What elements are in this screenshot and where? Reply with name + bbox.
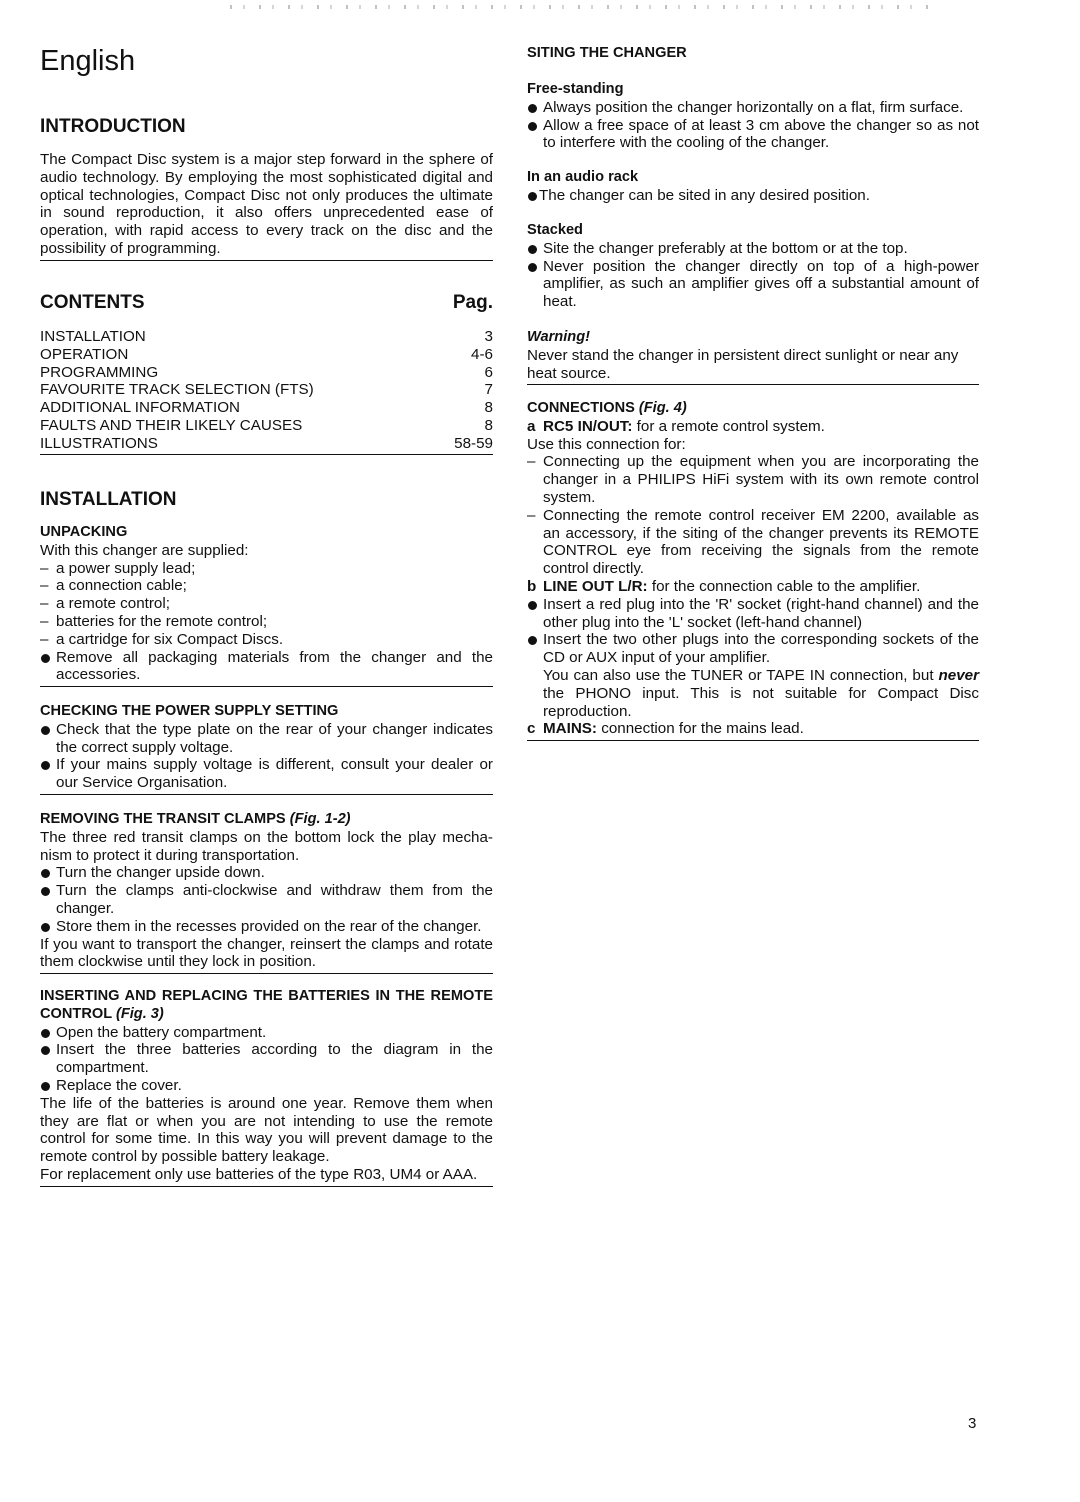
toc-page: 7 — [484, 381, 493, 399]
list-item: Insert a red plug into the 'R' socket (right-hand channel) and the other plug into the 'L' socket (left-hand channel) — [527, 596, 979, 632]
list-item: Remove all packaging materials from the changer and the accessories. — [40, 649, 493, 685]
toc-page: 8 — [484, 416, 493, 434]
figure-reference: (Fig. 1-2) — [289, 811, 351, 827]
toc-page: 58-59 — [454, 434, 493, 452]
contents-list — [40, 328, 493, 455]
batteries-body: The life of the batteries is around one year. Remove them when they are flat or when you are not intending to use the remote control for some time. In this way you will prevent damage to the remote control by possible battery leakage. — [40, 1094, 493, 1166]
item-letter: a — [527, 417, 536, 435]
free-standing-section — [527, 81, 979, 152]
list-item: If your mains supply voltage is different, consult your dealer or our Service Organisation. — [40, 756, 493, 792]
batteries-section — [40, 988, 493, 1187]
transit-clamps-outro: If you want to transport the changer, reinsert the clamps and rotate them clockwise until they lock in position. — [40, 935, 493, 971]
emphasis: never — [938, 666, 979, 684]
figure-reference: (Fig. 4) — [638, 400, 687, 416]
bullet-icon — [528, 192, 537, 201]
warning-body: Never stand the changer in persistent direct sunlight or near any heat source. — [527, 346, 959, 382]
bullet-icon — [41, 761, 50, 770]
bullet-icon — [41, 654, 50, 663]
toc-page: 8 — [484, 399, 493, 417]
batteries-heading: INSERTING AND REPLACING THE BATTERIES IN THE REMOTE CONTROL (Fig. 3) — [40, 988, 493, 1022]
bullet-icon — [41, 887, 50, 896]
power-supply-heading: CHECKING THE POWER SUPPLY SETTING — [40, 703, 339, 719]
stacked-section — [527, 222, 979, 311]
toc-page: 3 — [484, 328, 493, 345]
list-item: Site the changer preferably at the bottom or at the top. — [527, 240, 979, 258]
bullet-icon — [41, 1082, 50, 1091]
toc-entry[interactable] — [40, 346, 493, 364]
contents-page-label: Pag. — [452, 292, 493, 313]
bullet-icon — [528, 601, 537, 610]
batteries-note: For replacement only use batteries of the type R03, UM4 or AAA. — [40, 1165, 478, 1183]
toc-entry[interactable] — [40, 381, 493, 399]
toc-title: OPERATION — [40, 345, 129, 363]
toc-entry[interactable] — [40, 399, 493, 417]
bullet-icon — [528, 245, 537, 254]
connector-label: LINE OUT L/R: — [543, 577, 648, 595]
language-title: English — [40, 45, 136, 77]
dash-marker: – — [40, 559, 49, 577]
bullet-icon — [528, 104, 537, 113]
connector-label: MAINS: — [543, 720, 597, 738]
free-standing-heading: Free-standing — [527, 81, 624, 97]
toc-entry[interactable] — [40, 328, 493, 346]
list-item: Insert the two other plugs into the corresponding sockets of the CD or AUX input of your amplifier. — [527, 631, 979, 667]
bullet-icon — [528, 263, 537, 272]
dash-marker: – — [527, 453, 536, 471]
list-item: Never position the changer directly on top of a high-power amplifier, as such an amplifier gives off a substantial amount of heat. — [527, 258, 979, 311]
list-item: Always position the changer horizontally on a flat, firm surface. — [527, 99, 979, 117]
transit-clamps-intro: The three red transit clamps on the bottom lock the play mecha-nism to protect it during transportation. — [40, 828, 493, 864]
bullet-icon — [528, 122, 537, 131]
bullet-icon — [41, 923, 50, 932]
bullet-icon — [528, 636, 537, 645]
warning-section — [527, 329, 979, 385]
list-item: Check that the type plate on the rear of your changer indicates the correct supply voltage. — [40, 721, 493, 757]
list-item: Open the battery compartment. — [40, 1024, 493, 1042]
toc-title: ADDITIONAL INFORMATION — [40, 399, 240, 417]
list-item: – Connecting up the equipment when you are incorporating the changer in a PHILIPS HiFi system with its own remote control system. — [527, 453, 979, 506]
item-letter: c — [527, 720, 536, 738]
list-item: Insert the three batteries according to the diagram in the compartment. — [40, 1041, 493, 1077]
toc-page: 4-6 — [471, 345, 493, 363]
power-supply-section — [40, 703, 493, 795]
bullet-icon — [41, 869, 50, 878]
list-item: Replace the cover. — [40, 1077, 493, 1095]
siting-heading: SITING THE CHANGER — [527, 45, 687, 61]
toc-title: FAULTS AND THEIR LIKELY CAUSES — [40, 416, 303, 434]
introduction-body: The Compact Disc system is a major step forward in the sphere of audio technology. By employing the most sophisticated digital and optical technologies, Compact Disc not only produces the ultimate in sound reproduction, it also offers unprecedented ease of operation, with rapid access to every track on the disc and the possibility of programming. — [40, 151, 493, 261]
installation-heading: INSTALLATION — [40, 489, 177, 510]
toc-entry[interactable] — [40, 417, 493, 435]
page-number: 3 — [968, 1415, 977, 1432]
bullet-icon — [41, 1046, 50, 1055]
list-item: – a power supply lead; — [40, 559, 196, 577]
unpacking-heading: UNPACKING — [40, 524, 128, 540]
connection-a: a RC5 IN/OUT: for a remote control system. — [527, 417, 825, 435]
bullet-icon — [41, 726, 50, 735]
audio-rack-section — [527, 169, 979, 205]
dash-marker: – — [40, 595, 49, 613]
list-item: The changer can be sited in any desired position. — [527, 187, 979, 205]
dash-marker: – — [40, 577, 49, 595]
toc-title: FAVOURITE TRACK SELECTION (FTS) — [40, 381, 314, 399]
list-item: – Connecting the remote control receiver EM 2200, available as an accessory, if the siting of the changer prevents its REMOTE CONTROL eye from receiving the signals from the remote control directly. — [527, 506, 979, 578]
list-item: Store them in the recesses provided on the rear of the changer. — [40, 918, 493, 936]
toc-entry[interactable] — [40, 435, 493, 453]
list-item: Allow a free space of at least 3 cm above the changer so as not to interfere with the cooling of the changer. — [527, 117, 979, 153]
figure-reference: (Fig. 3) — [115, 1005, 164, 1022]
transit-clamps-heading: REMOVING THE TRANSIT CLAMPS (Fig. 1-2) — [40, 811, 351, 827]
contents-section — [40, 292, 493, 314]
stacked-heading: Stacked — [527, 222, 583, 238]
dash-marker: – — [527, 506, 536, 524]
toc-title: ILLUSTRATIONS — [40, 434, 158, 452]
connections-section — [527, 400, 979, 741]
connection-b: b LINE OUT L/R: for the connection cable to the amplifier. — [527, 577, 921, 595]
list-item: – a remote control; — [40, 595, 170, 613]
unpacking-section — [40, 524, 493, 687]
introduction-heading: INTRODUCTION — [40, 116, 186, 137]
connection-b-note: You can also use the TUNER or TAPE IN connection, but never the PHONO input. This is not suitable for Compact Disc reproduction. — [543, 666, 979, 720]
list-item: – a connection cable; — [40, 577, 187, 595]
list-item: Turn the clamps anti-clockwise and withdraw them from the changer. — [40, 882, 493, 918]
connector-label: RC5 IN/OUT: — [543, 417, 633, 435]
dash-marker: – — [40, 630, 49, 648]
connections-heading: CONNECTIONS (Fig. 4) — [527, 400, 687, 416]
item-letter: b — [527, 577, 537, 595]
scan-artifact — [230, 5, 930, 9]
unpacking-intro: With this changer are supplied: — [40, 541, 249, 559]
list-item: – batteries for the remote control; — [40, 612, 268, 630]
list-item: Turn the changer upside down. — [40, 864, 493, 882]
toc-entry[interactable] — [40, 364, 493, 382]
contents-heading: CONTENTS — [40, 292, 145, 313]
audio-rack-heading: In an audio rack — [527, 169, 639, 185]
bullet-icon — [41, 1029, 50, 1038]
list-item: – a cartridge for six Compact Discs. — [40, 630, 284, 648]
connection-c: c MAINS: connection for the mains lead. — [527, 720, 804, 738]
toc-title: PROGRAMMING — [40, 363, 159, 381]
transit-clamps-section — [40, 811, 493, 974]
warning-heading: Warning! — [527, 329, 590, 345]
toc-page: 6 — [484, 363, 493, 381]
toc-title: INSTALLATION — [40, 328, 146, 345]
dash-marker: – — [40, 612, 49, 630]
connection-a-intro: Use this connection for: — [527, 435, 686, 453]
